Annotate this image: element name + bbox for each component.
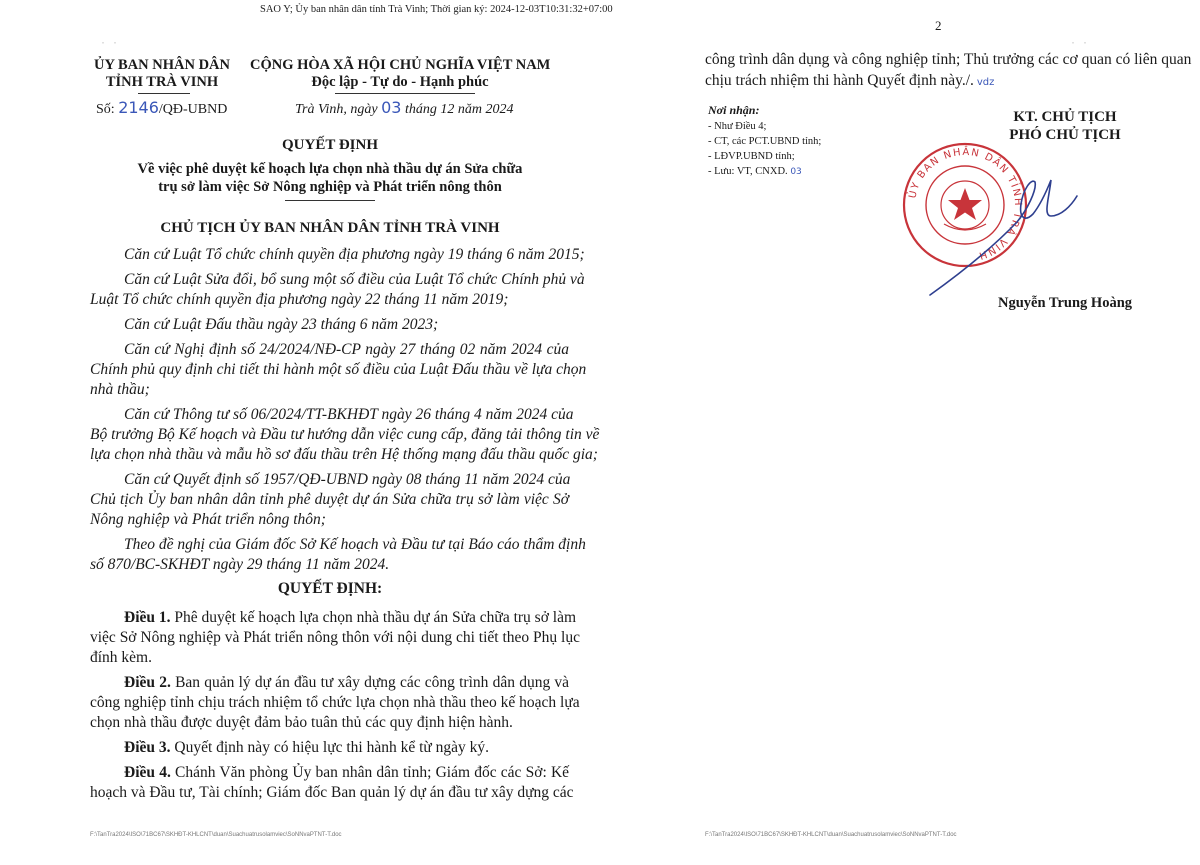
scan-mark: · ·	[100, 38, 119, 49]
basis-line: Căn cứ Luật Tổ chức chính quyền địa phương ngày 19 tháng 6 năm 2015;	[124, 246, 585, 263]
decision-title: QUYẾT ĐỊNH	[282, 137, 378, 153]
article-1-line: đính kèm.	[90, 649, 152, 666]
agency-line-2: TỈNH TRÀ VINH	[105, 74, 219, 90]
article-4-label: Điều 4.	[124, 764, 171, 781]
signature-title	[975, 108, 1155, 144]
digital-copy-watermark: SAO Y; Ủy ban nhân dân tỉnh Trà Vinh; Thời gian ký: 2024-12-03T10:31:32+07:00	[260, 4, 613, 15]
article-1-text: Phê duyệt kế hoạch lựa chọn nhà thầu dự án Sửa chữa trụ sở làm	[174, 609, 577, 626]
motto-underline	[335, 93, 475, 94]
initial-handwritten: vdz	[976, 77, 995, 88]
document-number	[96, 98, 227, 118]
continued-article-4: công trình dân dụng và công nghiệp tỉnh; Thủ trưởng các cơ quan có liên quan	[705, 51, 1192, 68]
article-2	[124, 673, 569, 693]
basis-line: Luật Tổ chức chính quyền địa phương ngày 22 tháng 11 năm 2019;	[90, 291, 509, 308]
doc-no-handwritten: 2146	[118, 98, 159, 117]
article-1	[124, 608, 577, 628]
continued-text: chịu trách nhiệm thi hành Quyết định này./.	[705, 72, 974, 89]
doc-no-suffix: /QĐ-UBND	[158, 102, 228, 117]
issuing-authority: CHỦ TỊCH ỦY BAN NHÂN DÂN TỈNH TRÀ VINH	[160, 220, 500, 236]
basis-line: Căn cứ Thông tư số 06/2024/TT-BKHĐT ngày 26 tháng 4 năm 2024 của	[124, 406, 574, 423]
page-number: 2	[935, 18, 942, 33]
article-1-line: việc Sở Nông nghiệp và Phát triển nông thôn với nội dung chi tiết theo Phụ lục	[90, 629, 580, 646]
article-2-label: Điều 2.	[124, 674, 171, 691]
basis-line: số 870/BC-SKHĐT ngày 29 tháng 11 năm 2024.	[90, 556, 390, 573]
date-suffix: tháng 12 năm 2024	[404, 102, 514, 117]
article-4-text: Chánh Văn phòng Ủy ban nhân dân tỉnh; Giám đốc các Sở: Kế	[175, 764, 570, 781]
article-3	[124, 738, 489, 758]
basis-line: Căn cứ Luật Sửa đổi, bổ sung một số điều của Luật Tổ chức Chính phủ và	[124, 271, 585, 288]
file-path-footer: F:\TanTra2024\ISO\71BC67\SKHĐT-KHLCNT\duan\Suachuatrusolamviec\SoNNvaPTNT-T.doc	[705, 832, 957, 838]
article-4-line: hoạch và Đầu tư, Tài chính; Giám đốc Ban quản lý dự án đầu tư xây dựng các	[90, 784, 574, 801]
sign-line-1: KT. CHỦ TỊCH	[1013, 109, 1117, 125]
continued-article-4-end	[705, 71, 994, 93]
date-day-handwritten: 03	[381, 98, 402, 117]
signer-name: Nguyễn Trung Hoàng	[997, 295, 1133, 311]
basis-line: Theo đề nghị của Giám đốc Sở Kế hoạch và Đầu tư tại Báo cáo thẩm định	[124, 536, 586, 553]
subject-line-2: trụ sở làm việc Sở Nông nghiệp và Phát triển nông thôn	[158, 179, 502, 195]
basis-line: Căn cứ Quyết định số 1957/QĐ-UBND ngày 08 tháng 11 năm 2024 của	[124, 471, 571, 488]
recipient-item: - CT, các PCT.UBND tỉnh;	[708, 136, 822, 147]
sign-line-2: PHÓ CHỦ TỊCH	[1009, 127, 1121, 143]
article-3-text: Quyết định này có hiệu lực thi hành kể từ ngày ký.	[174, 739, 490, 756]
date-prefix: Trà Vinh, ngày	[295, 102, 378, 117]
subject-line-1: Về việc phê duyệt kế hoạch lựa chọn nhà thầu dự án Sửa chữa	[137, 161, 523, 177]
nation-name: CỘNG HÒA XÃ HỘI CHỦ NGHĨA VIỆT NAM	[250, 57, 551, 73]
subject-underline	[285, 200, 375, 201]
basis-line: lựa chọn nhà thầu và mẫu hồ sơ đấu thầu trên Hệ thống mạng đấu thầu quốc gia;	[90, 446, 598, 463]
basis-line: Căn cứ Nghị định số 24/2024/NĐ-CP ngày 27 tháng 02 năm 2024 của	[124, 341, 569, 358]
article-3-label: Điều 3.	[124, 739, 171, 756]
decision-subject	[110, 160, 550, 196]
basis-line: Căn cứ Luật Đấu thầu ngày 23 tháng 6 năm 2023;	[124, 316, 439, 333]
basis-line: Chủ tịch Ủy ban nhân dân tỉnh phê duyệt dự án Sửa chữa trụ sở làm việc Sở	[90, 491, 569, 508]
recipient-text: - Lưu: VT, CNXD.	[708, 166, 788, 177]
recipients-title: Nơi nhận:	[708, 103, 760, 117]
article-2-text: Ban quản lý dự án đầu tư xây dựng các công trình dân dụng và	[175, 674, 570, 691]
basis-line: nhà thầu;	[90, 381, 150, 398]
copies-handwritten: 03	[790, 167, 802, 177]
recipient-item	[708, 166, 802, 177]
seal-text: ỦY BAN NHÂN DÂN TỈNH TRÀ VINH	[907, 146, 1024, 262]
basis-line: Chính phủ quy định chi tiết thi hành một số điều của Luật Đấu thầu về lựa chọn	[90, 361, 587, 378]
agency-underline	[138, 93, 190, 94]
file-path-footer: F:\TanTra2024\ISO\71BC67\SKHĐT-KHLCNT\duan\Suachuatrusolamviec\SoNNvaPTNT-T.doc	[90, 832, 342, 838]
scan-mark: · ·	[1070, 38, 1089, 49]
article-2-line: công nghiệp tỉnh chịu trách nhiệm tổ chức lựa chọn nhà thầu theo kế hoạch lựa	[90, 694, 580, 711]
basis-line: Nông nghiệp và Phát triển nông thôn;	[90, 511, 326, 528]
national-motto: Độc lập - Tự do - Hạnh phúc	[311, 74, 489, 90]
article-2-line: chọn nhà thầu được duyệt đảm bảo tuân thủ các quy định hiện hành.	[90, 714, 513, 731]
article-1-label: Điều 1.	[124, 609, 171, 626]
issue-date	[295, 98, 513, 118]
decides-heading: QUYẾT ĐỊNH:	[277, 580, 383, 597]
agency-name	[82, 57, 242, 91]
recipient-item: - Như Điều 4;	[708, 121, 767, 132]
article-4	[124, 763, 569, 783]
basis-line: Bộ trưởng Bộ Kế hoạch và Đầu tư hướng dẫn việc cung cấp, đăng tải thông tin về	[90, 426, 600, 443]
nation-heading	[250, 57, 550, 91]
recipient-item: - LĐVP.UBND tỉnh;	[708, 151, 795, 162]
doc-no-prefix: Số:	[96, 102, 115, 117]
handwritten-signature	[925, 160, 1095, 300]
agency-line-1: ỦY BAN NHÂN DÂN	[93, 57, 230, 73]
